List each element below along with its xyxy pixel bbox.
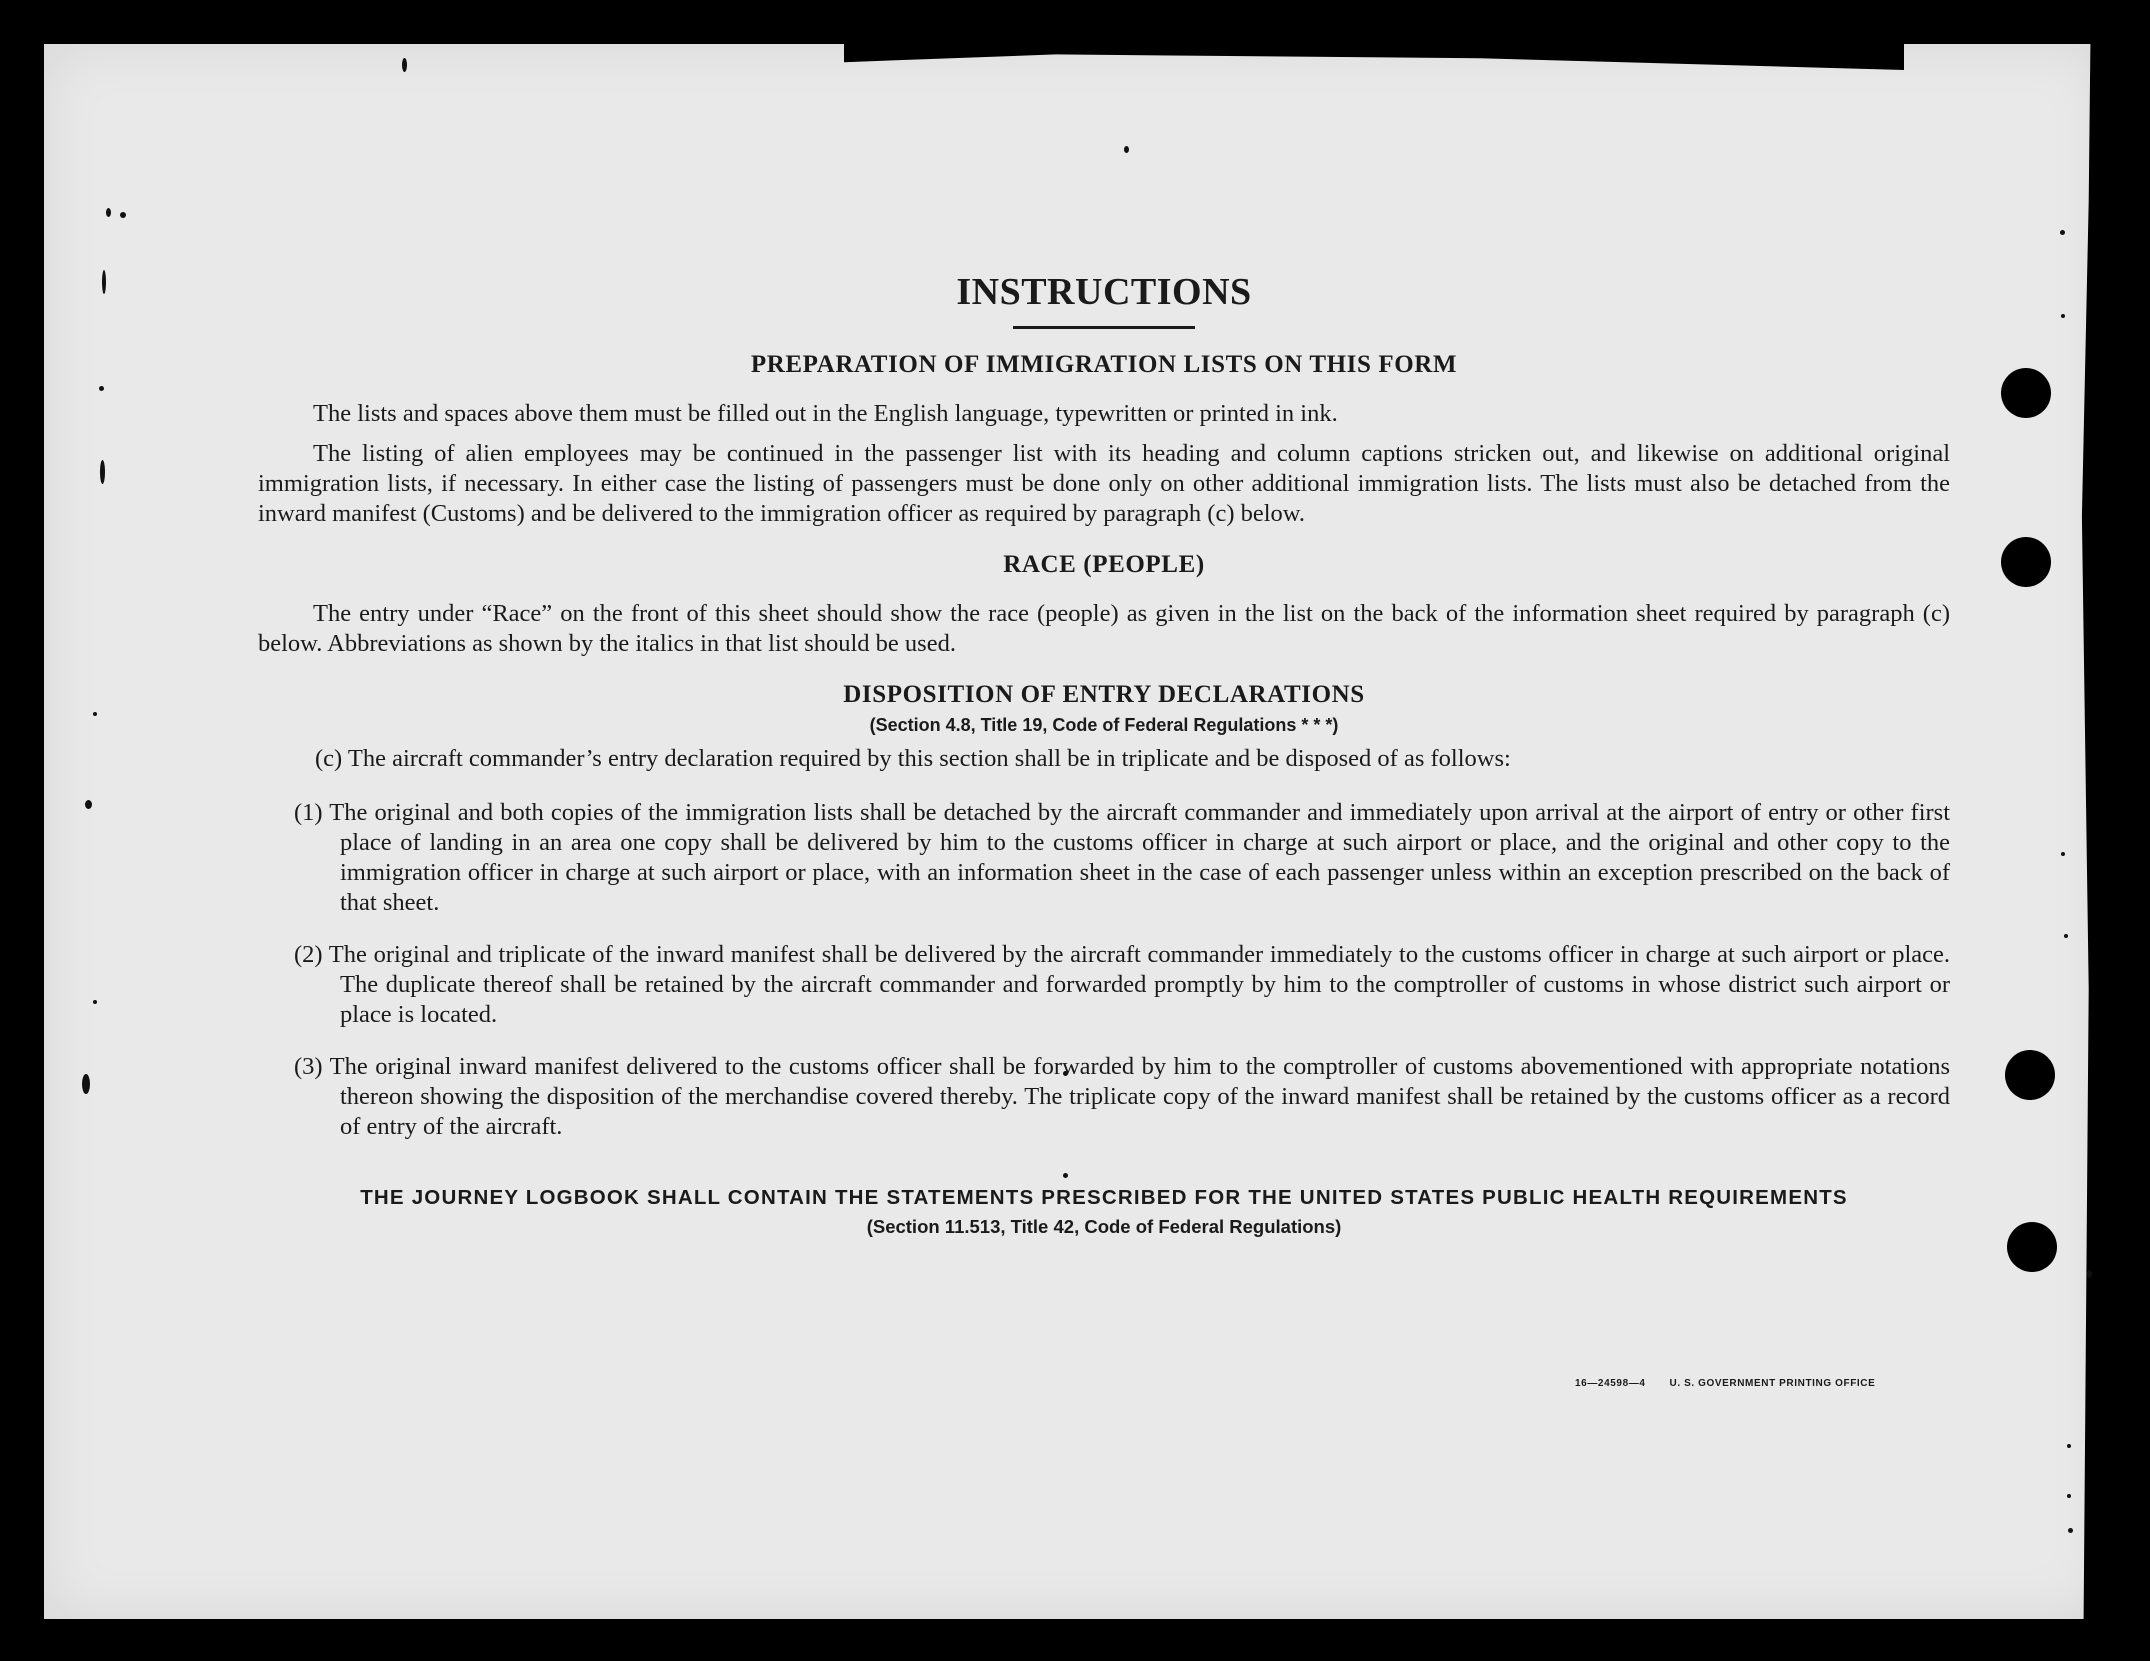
print-code: 16—24598—4	[1575, 1378, 1646, 1389]
disposition-heading: DISPOSITION OF ENTRY DECLARATIONS	[843, 681, 1365, 708]
speck	[2064, 934, 2068, 938]
speck	[82, 1074, 90, 1094]
preparation-paragraph: The lists and spaces above them must be filled out in the English language, typewritten or printed in ink.	[313, 400, 1338, 427]
race-heading: RACE (PEOPLE)	[1003, 551, 1205, 578]
speck	[93, 712, 97, 716]
torn-top-edge	[844, 44, 1904, 70]
disposition-item: (2) The original and triplicate of the inward manifest shall be delivered by the aircraft commander immediately to the customs officer in charge at such airport or place. The duplicate thereof shall be retained by the aircraft commander and forwarded promptly by him to the comptroller of customs in whose district such airport or place is located.	[294, 941, 1950, 1028]
speck	[2087, 1270, 2092, 1278]
speck	[1124, 146, 1129, 153]
disposition-item: (1) The original and both copies of the immigration lists shall be detached by the aircraft commander and immediately upon arrival at the airport of entry or other first place of landing in an area one copy shall be delivered by him to the customs officer in charge at such airport or place, and the original and other copy to the immigration officer in charge at such airport or place, with an information sheet in the case of each passenger unless within an exception prescribed on the back of that sheet.	[294, 799, 1950, 916]
punch-hole	[2007, 1222, 2057, 1272]
title-rule	[1013, 326, 1195, 329]
health-requirements-notice: THE JOURNEY LOGBOOK SHALL CONTAIN THE STATEMENTS PRESCRIBED FOR THE UNITED STATES PUBLIC HEALTH REQUIREMENTS	[360, 1186, 1848, 1209]
preparation-heading: PREPARATION OF IMMIGRATION LISTS ON THIS FORM	[750, 351, 1458, 378]
speck	[2061, 314, 2065, 318]
speck	[85, 800, 92, 809]
speck	[2067, 1444, 2071, 1448]
document-title: INSTRUCTIONS	[956, 271, 1252, 313]
speck	[2068, 1528, 2073, 1533]
speck	[99, 386, 104, 391]
health-requirements-citation: (Section 11.513, Title 42, Code of Federal Regulations)	[866, 1216, 1342, 1237]
speck	[2061, 852, 2065, 856]
printer-imprint	[1575, 1378, 1875, 1389]
speck	[100, 460, 105, 484]
punch-hole	[2001, 368, 2051, 418]
speck	[102, 270, 106, 294]
torn-right-edge	[2070, 44, 2104, 1619]
speck	[106, 208, 111, 217]
disposition-lead: (c) The aircraft commander’s entry declaration required by this section shall be in triplicate and be disposed of as follows:	[315, 745, 1511, 772]
speck	[2060, 230, 2065, 235]
race-paragraph: The entry under “Race” on the front of this sheet should show the race (people) as given in the list on the back of the information sheet required by paragraph (c) below. Abbreviations as shown by the italics in that list should be used.	[258, 600, 1950, 657]
speck	[402, 58, 407, 72]
speck	[120, 212, 126, 218]
punch-hole	[2005, 1050, 2055, 1100]
preparation-paragraph: The listing of alien employees may be continued in the passenger list with its heading and column captions stricken out, and likewise on additional original immigration lists, if necessary. In either case the listing of passengers must be done only on other additional immigration lists. The lists must also be detached from the inward manifest (Customs) and be delivered to the immigration officer as required by paragraph (c) below.	[258, 440, 1950, 527]
speck	[93, 1000, 97, 1004]
speck	[2067, 1494, 2071, 1498]
document-body	[258, 270, 1950, 1238]
disposition-citation: (Section 4.8, Title 19, Code of Federal Regulations * * *)	[869, 715, 1339, 735]
printer-name: U. S. GOVERNMENT PRINTING OFFICE	[1669, 1378, 1876, 1389]
disposition-item: (3) The original inward manifest delivered to the customs officer shall be forwarded by him to the comptroller of customs abovementioned with appropriate notations thereon showing the disposition of the merchandise covered thereby. The triplicate copy of the inward manifest shall be retained by the customs officer as a record of entry of the aircraft.	[294, 1053, 1950, 1140]
punch-hole	[2001, 537, 2051, 587]
